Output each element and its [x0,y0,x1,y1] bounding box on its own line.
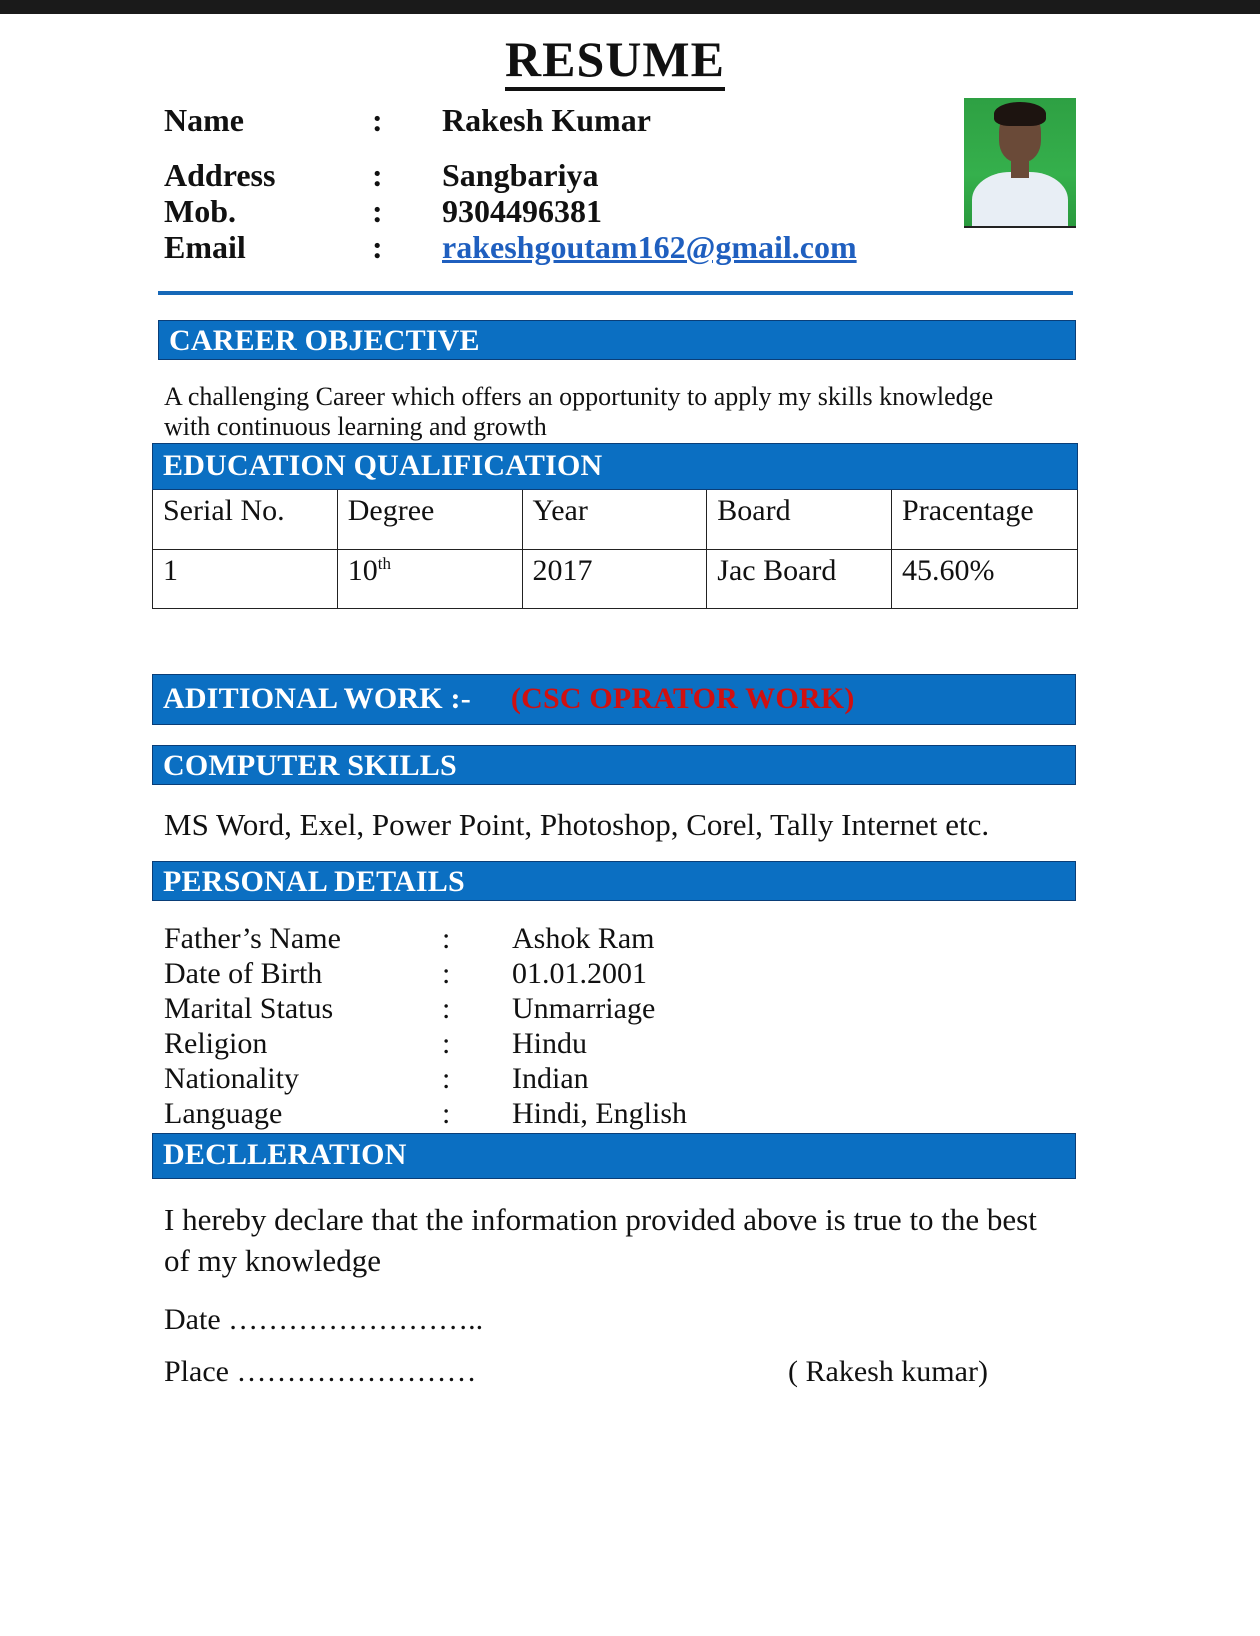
pd-label-marital: Marital Status [164,992,334,1025]
degree-value: 10 [347,553,378,587]
header-board: Board [707,490,892,549]
header-degree: Degree [337,490,522,549]
cell-year: 2017 [522,549,707,608]
table-header-row [153,490,1078,549]
header-percentage: Pracentage [892,490,1078,549]
cell-board: Jac Board [707,549,892,608]
cell-serial: 1 [153,549,338,608]
cell-percentage: 45.60% [892,549,1078,608]
address-label: Address [164,157,276,193]
pd-value-nationality: Indian [512,1062,589,1095]
name-label: Name [164,102,244,138]
mob-value: 9304496381 [442,193,602,229]
additional-work-label: ADITIONAL WORK :- [163,682,471,715]
personal-details-heading: PERSONAL DETAILS [152,861,1076,901]
header-divider [158,291,1073,295]
pd-colon: : [442,1027,451,1060]
cell-degree [337,549,522,608]
pd-colon: : [442,957,451,990]
additional-work-heading [152,674,1076,725]
email-label: Email [164,229,246,265]
date-line: Date …………………….. [164,1303,484,1336]
mob-label: Mob. [164,193,236,229]
page-title [0,30,1230,88]
pd-colon: : [442,1062,451,1095]
name-colon: : [372,102,383,138]
computer-skills-text: MS Word, Exel, Power Point, Photoshop, Corel, Tally Internet etc. [164,807,990,842]
pd-label-nationality: Nationality [164,1062,299,1095]
pd-value-dob: 01.01.2001 [512,957,647,990]
photo-hair [994,102,1046,126]
pd-label-father: Father’s Name [164,922,341,955]
email-link[interactable]: rakeshgoutam162@gmail.com [442,229,857,265]
pd-value-father: Ashok Ram [512,922,655,955]
profile-photo [964,98,1076,228]
pd-colon: : [442,1097,451,1130]
mob-colon: : [372,193,383,229]
pd-label-language: Language [164,1097,283,1130]
pd-label-religion: Religion [164,1027,268,1060]
declaration-line1: I hereby declare that the information provided above is true to the best [164,1202,1037,1237]
pd-colon: : [442,922,451,955]
pd-value-marital: Unmarriage [512,992,656,1025]
computer-skills-heading: COMPUTER SKILLS [152,745,1076,785]
degree-superscript: th [377,553,391,573]
career-objective-line1: A challenging Career which offers an opportunity to apply my skills knowledge [164,382,994,411]
photo-shirt [972,172,1068,228]
additional-work-detail: (CSC OPRATOR WORK) [510,682,855,715]
email-colon: : [372,229,383,265]
address-value: Sangbariya [442,157,599,193]
header-year: Year [522,490,707,549]
education-table [152,490,1078,609]
pd-label-dob: Date of Birth [164,957,323,990]
pd-value-language: Hindi, English [512,1097,688,1130]
top-bar [0,0,1260,14]
header-serial: Serial No. [153,490,338,549]
declaration-line2: of my knowledge [164,1243,381,1278]
title-text: RESUME [505,31,725,91]
career-objective-line2: with continuous learning and growth [164,412,547,441]
address-colon: : [372,157,383,193]
education-heading: EDUCATION QUALIFICATION [152,443,1078,490]
table-row [153,549,1078,608]
career-objective-heading: CAREER OBJECTIVE [158,320,1076,360]
place-line: Place …………………… [164,1355,477,1388]
name-value: Rakesh Kumar [442,102,651,138]
pd-colon: : [442,992,451,1025]
declaration-heading: DECLLERATION [152,1133,1076,1179]
signature-name: ( Rakesh kumar) [788,1355,988,1388]
pd-value-religion: Hindu [512,1027,587,1060]
